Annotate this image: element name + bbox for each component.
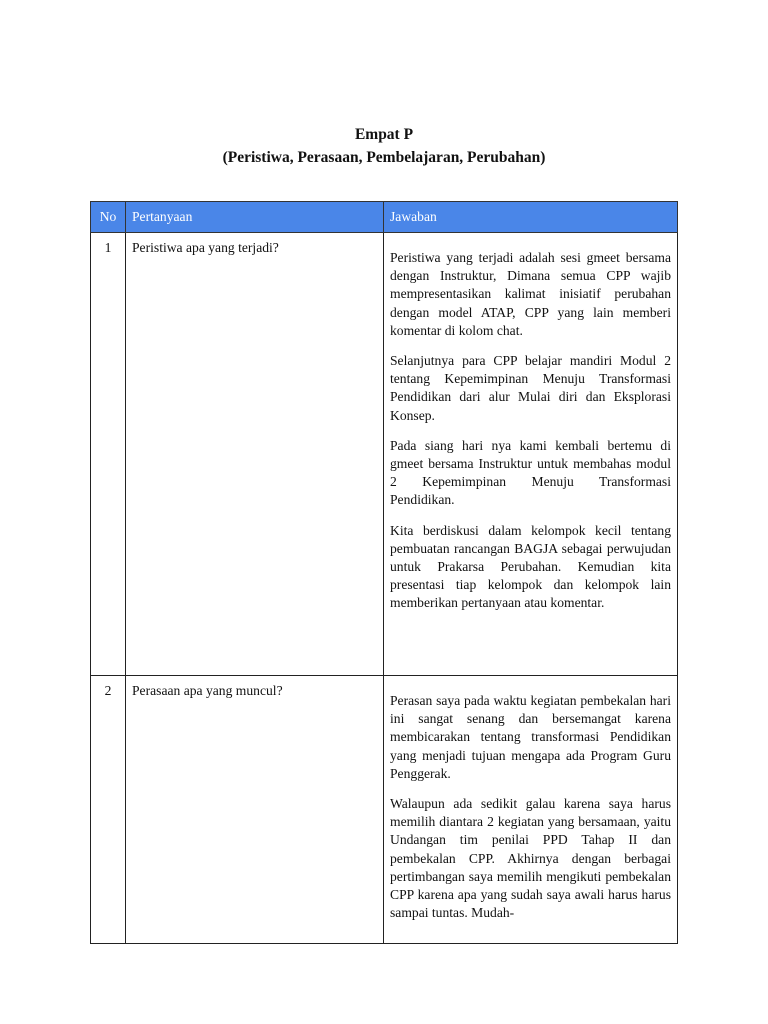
answer-paragraph: Walaupun ada sedikit galau karena saya harus memilih diantara 2 kegiatan yang bersamaan, yaitu Undangan tim penilai PPD Tahap II dan pembekalan CPP. Akhirnya dengan berbagai pertimbangan saya memilih mengikuti pembekalan CPP karena apa yang sudah saya awali harus harus sampai tuntas. Mudah-: [390, 796, 671, 921]
answer-paragraph: Pada siang hari nya kami kembali bertemu di gmeet bersama Instruktur untuk membahas modul 2 Kepemimpinan Menuju Transformasi Pendidikan.: [390, 437, 671, 508]
table-row: [91, 676, 678, 944]
row-number: 1: [91, 233, 126, 676]
reflection-table: [90, 201, 678, 944]
header-no: No: [91, 202, 126, 233]
question-cell: Perasaan apa yang muncul?: [126, 676, 384, 944]
answer-paragraph: Peristiwa yang terjadi adalah sesi gmeet bersama dengan Instruktur, Dimana semua CPP wajib mempresentasikan kalimat inisiatif perubahan dengan model ATAP, CPP yang lain memberi komentar di kolom chat.: [390, 250, 671, 338]
header-answer: Jawaban: [384, 202, 678, 233]
question-cell: Peristiwa apa yang terjadi?: [126, 233, 384, 676]
document-heading: [0, 123, 768, 169]
answer-cell: [384, 233, 678, 676]
table-header-row: [91, 202, 678, 233]
document-subtitle: (Peristiwa, Perasaan, Pembelajaran, Perubahan): [222, 149, 546, 166]
row-number: 2: [91, 676, 126, 944]
answer-paragraph: Kita berdiskusi dalam kelompok kecil tentang pembuatan rancangan BAGJA sebagai perwujudan untuk Prakarsa Perubahan. Kemudian kita presentasi tiap kelompok dan kelompok lain memberikan pertanyaan atau komentar.: [390, 522, 671, 611]
answer-paragraph: Perasan saya pada waktu kegiatan pembekalan hari ini sangat senang dan bersemangat karena membicarakan tentang transformasi Pendidikan yang menjadi tujuan mengapa ada Program Guru Penggerak.: [390, 693, 671, 781]
answer-paragraph: Selanjutnya para CPP belajar mandiri Modul 2 tentang Kepemimpinan Menuju Transformasi Pendidikan dari alur Mulai diri dan Eksplorasi Konsep.: [390, 353, 671, 423]
table-row: [91, 233, 678, 676]
document-title: Empat P: [354, 126, 414, 143]
header-question: Pertanyaan: [126, 202, 384, 233]
answer-cell: [384, 676, 678, 944]
